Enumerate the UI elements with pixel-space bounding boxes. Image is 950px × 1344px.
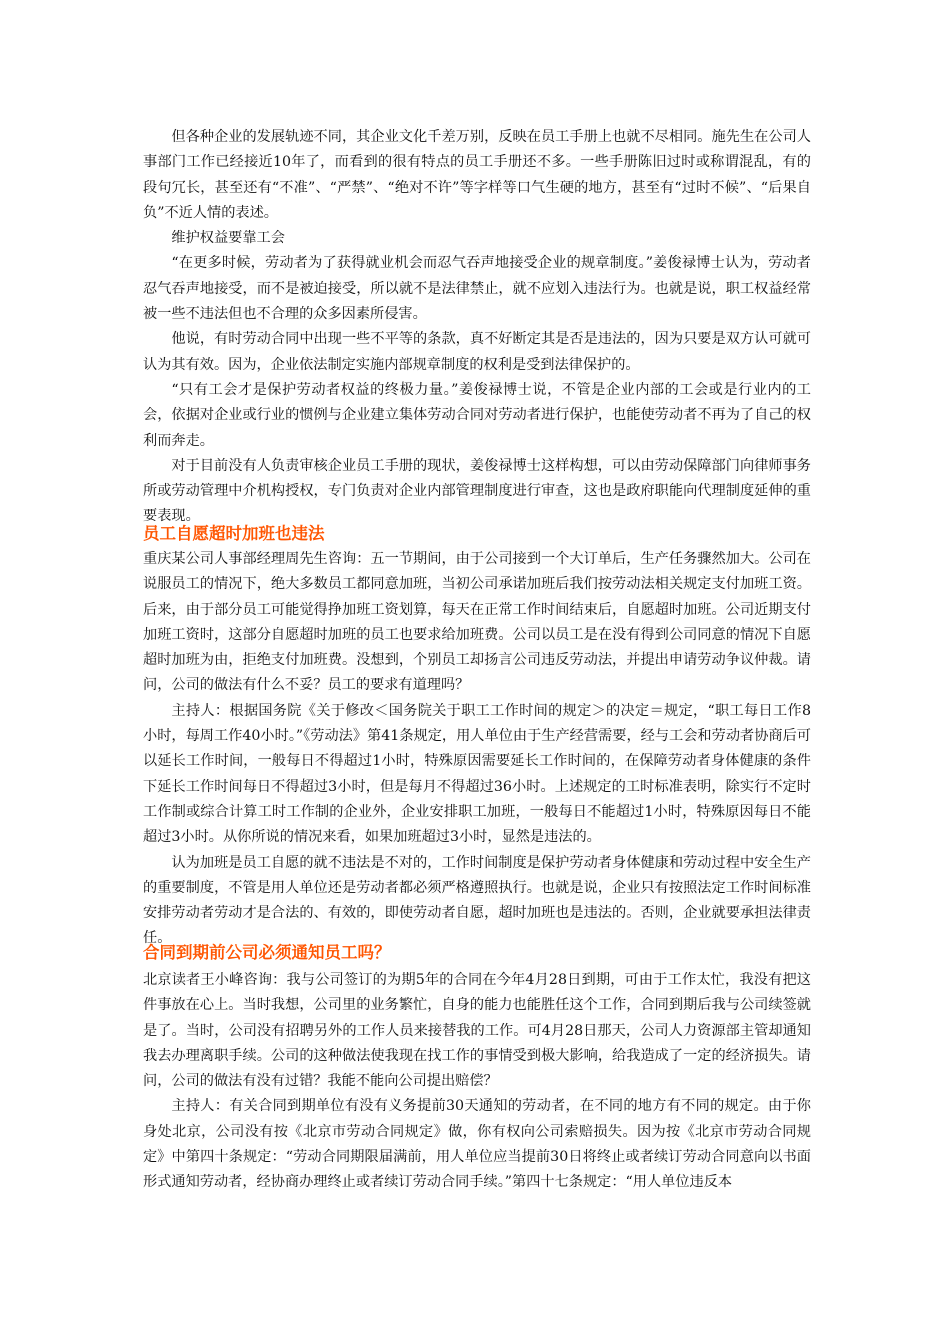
paragraph: “只有工会才是保护劳动者权益的终极力量。”姜俊禄博士说，不管是企业内部的工会或是行业内的工会，依据对企业或行业的惯例与企业建立集体劳动合同对劳动者进行保护，也能使劳动者不再为了自己的权利而奔走。 — [143, 381, 811, 449]
intro-block — [143, 125, 811, 530]
paragraph: 认为加班是员工自愿的就不违法是不对的，工作时间制度是保护劳动者身体健康和劳动过程中安全生产的重要制度，不管是用人单位还是劳动者都必须严格遵照执行。也就是说，企业只有按照法定工作时间标准安排劳动者劳动才是合法的、有效的，即使劳动者自愿，超时加班也是违法的。否则，企业就要承担法律责任。 — [143, 854, 811, 947]
section-body — [143, 547, 811, 952]
section-body — [143, 968, 811, 1196]
paragraph: 他说，有时劳动合同中出现一些不平等的条款，真不好断定其是否是违法的，因为只要是双方认可就可认为其有效。因为，企业依法制定实施内部规章制度的权利是受到法律保护的。 — [143, 331, 811, 373]
paragraph: 对于目前没有人负责审核企业员工手册的现状，姜俊禄博士这样构想，可以由劳动保障部门向律师事务所或劳动管理中介机构授权，专门负责对企业内部管理制度进行审查，这也是政府职能向代理制度延伸的重要表现。 — [143, 457, 811, 525]
answer-paragraph: 主持人：根据国务院《关于修改＜国务院关于职工工作时间的规定＞的决定＝规定，“职工每日工作8小时，每周工作40小时。”《劳动法》第41条规定，用人单位由于生产经营需要，经与工会和劳动者协商后可以延长工作时间，一般每日不得超过1小时，特殊原因需要延长工作时间的，在保障劳动者身体健康的条件下延长工作时间每日不得超过3小时，但是每月不得超过36小时。上述规定的工时标准表明，除实行不定时工作制或综合计算工时工作制的企业外，企业安排职工加班，一般每日不能超过1小时，特殊原因每日不能超过3小时。从你所说的情况来看，如果加班超过3小时，显然是违法的。 — [143, 702, 811, 846]
section-heading: 合同到期前公司必须通知员工吗？ — [143, 943, 391, 962]
question-paragraph: 北京读者王小峰咨询：我与公司签订的为期5年的合同在今年4月28日到期，可由于工作太忙，我没有把这件事放在心上。当时我想，公司里的业务繁忙，自身的能力也能胜任这个工作，合同到期后我与公司续签就是了。当时，公司没有招聘另外的工作人员来接替我的工作。可4月28日那天，公司人力资源部主管却通知我去办理离职手续。公司的这种做法使我现在找工作的事情受到极大影响，给我造成了一定的经济损失。请问，公司的做法有没有过错？我能不能向公司提出赔偿？ — [143, 972, 811, 1090]
answer-paragraph: 主持人：有关合同到期单位有没有义务提前30天通知的劳动者，在不同的地方有不同的规定。由于你身处北京，公司没有按《北京市劳动合同规定》做，你有权向公司索赔损失。因为按《北京市劳动合同规定》中第四十条规定：“劳动合同期限届满前，用人单位应当提前30日将终止或者续订劳动合同意向以书面形式通知劳动者，经协商办理终止或者续订劳动合同手续。”第四十七条规定：“用人单位违反本 — [143, 1098, 811, 1191]
paragraph: “在更多时候，劳动者为了获得就业机会而忍气吞声地接受企业的规章制度。”姜俊禄博士认为，劳动者忍气吞声地接受，而不是被迫接受，所以就不是法律禁止，就不应划入违法行为。也就是说，职工权益经常被一些不违法但也不合理的众多因素所侵害。 — [143, 255, 811, 323]
question-paragraph: 重庆某公司人事部经理周先生咨询：五一节期间，由于公司接到一个大订单后，生产任务骤然加大。公司在说服员工的情况下，绝大多数员工都同意加班，当初公司承诺加班后我们按劳动法相关规定支付加班工资。后来，由于部分员工可能觉得挣加班工资划算，每天在正常工作时间结束后，自愿超时加班。公司近期支付加班工资时，这部分自愿超时加班的员工也要求给加班费。公司以员工是在没有得到公司同意的情况下自愿超时加班为由，拒绝支付加班费。没想到，个别员工却扬言公司违反劳动法，并提出申请劳动争议仲裁。请问，公司的做法有什么不妥？员工的要求有道理吗？ — [143, 551, 811, 694]
section-heading: 员工自愿超时加班也违法 — [143, 524, 325, 543]
subheading: 维护权益要靠工会 — [171, 230, 285, 247]
paragraph: 但各种企业的发展轨迹不同，其企业文化千差万别，反映在员工手册上也就不尽相同。施先生在公司人事部门工作已经接近10年了，而看到的很有特点的员工手册还不多。一些手册陈旧过时或称谓混乱，有的段句冗长，甚至还有“不准”、“严禁”、“绝对不许”等字样等口气生硬的地方，甚至有“过时不候”、“后果自负”不近人情的表述。 — [143, 129, 811, 221]
